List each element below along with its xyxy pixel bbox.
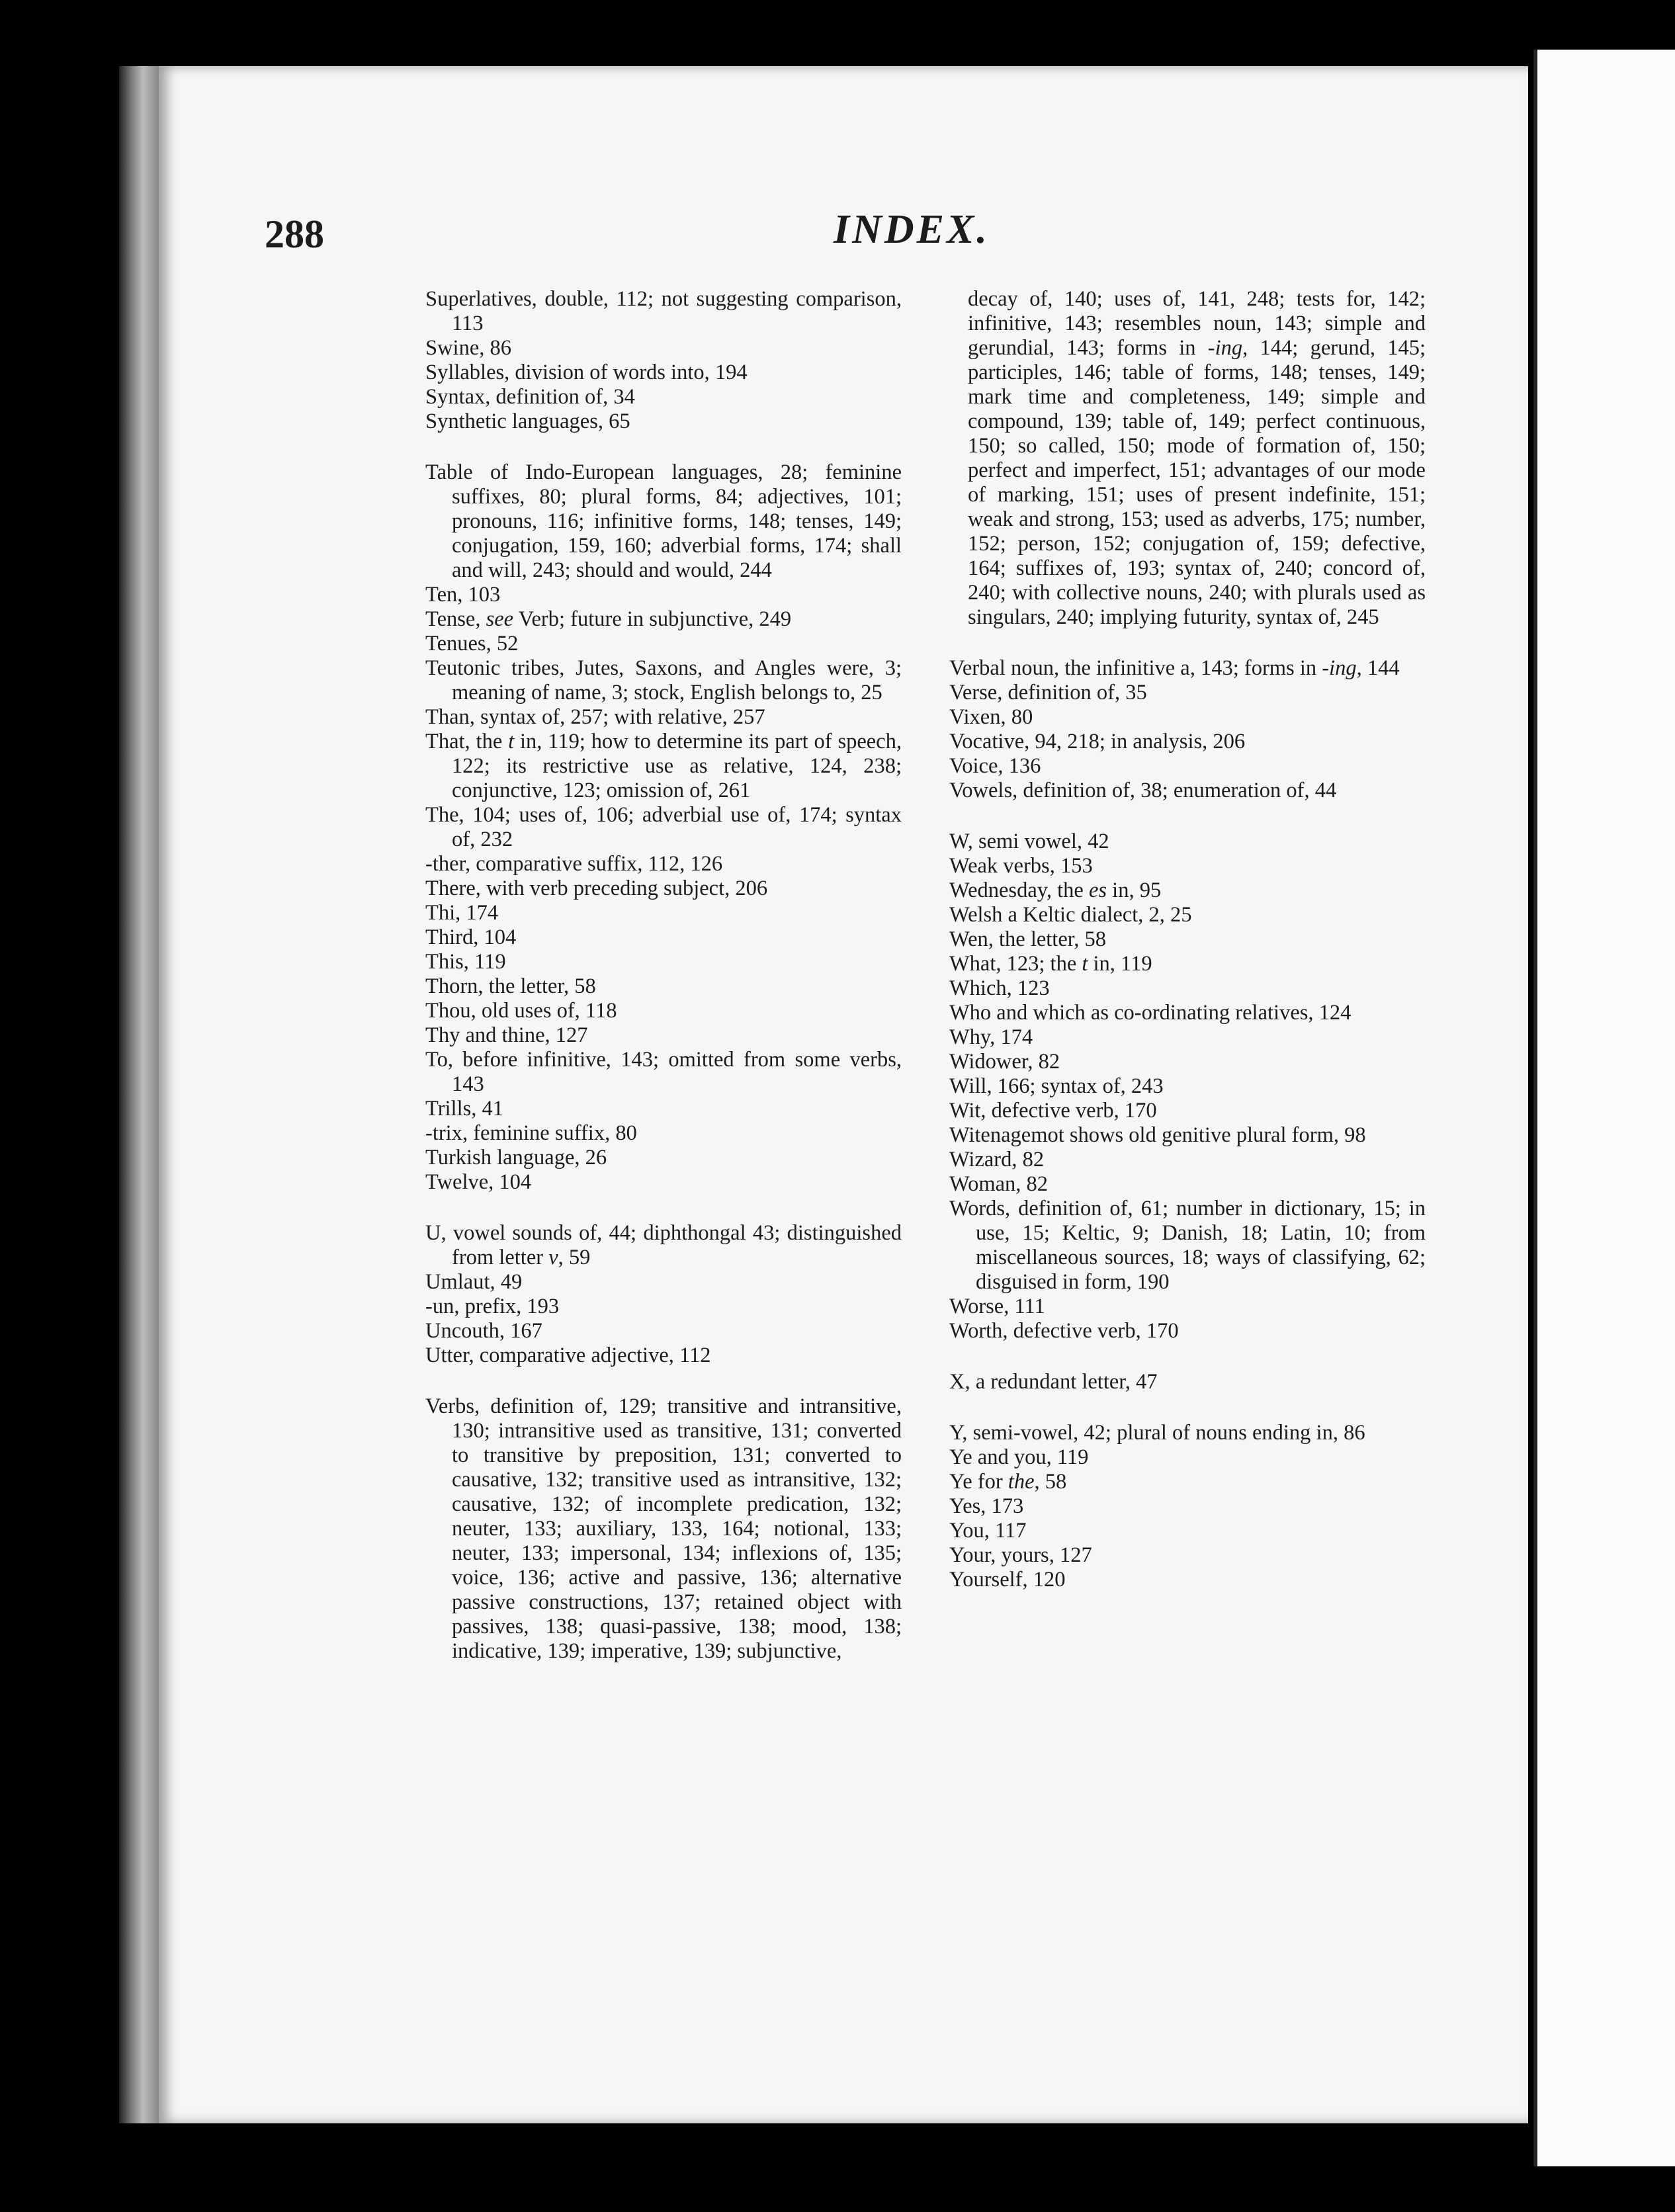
entry-text: W, semi vowel, 42 xyxy=(949,830,1109,853)
index-column-right xyxy=(949,287,1426,1619)
entry-text: Yes, 173 xyxy=(949,1494,1024,1518)
entry-text: Thy and thine, 127 xyxy=(425,1023,588,1047)
page-gutter xyxy=(1533,50,1537,2166)
index-entry xyxy=(949,903,1426,927)
entry-text: , 144 xyxy=(1356,656,1400,680)
entry-text: Turkish language, 26 xyxy=(425,1146,607,1170)
index-entry xyxy=(425,950,902,974)
index-entry xyxy=(949,1494,1426,1519)
entry-text: in, 119; how to determine its part of speech, 122; its restrictive use as relative, 124, 238; conjunctive, 123; omission of, 261 xyxy=(452,730,902,802)
entry-text: Verbal noun, the infinitive a, 143; forms in xyxy=(949,656,1322,680)
entry-text: Wednesday, the xyxy=(949,878,1089,902)
index-entry xyxy=(949,830,1426,854)
entry-text: Umlaut, 49 xyxy=(425,1270,523,1294)
entry-text: Verse, definition of, 35 xyxy=(949,681,1147,704)
entry-text: Teutonic tribes, Jutes, Saxons, and Angles were, 3; meaning of name, 3; stock, English belongs to, 25 xyxy=(425,656,902,704)
entry-text: Ye for xyxy=(949,1470,1008,1494)
entry-text: Syntax, definition of, 34 xyxy=(425,385,635,409)
entry-italic: -ing xyxy=(1322,656,1357,680)
entry-italic: see xyxy=(486,607,514,631)
entry-text: Woman, 82 xyxy=(949,1172,1049,1196)
entry-text: Twelve, 104 xyxy=(425,1170,532,1194)
entry-text: Than, syntax of, 257; with relative, 257 xyxy=(425,705,765,729)
index-entry xyxy=(949,681,1426,705)
index-entry xyxy=(425,656,902,705)
index-entry xyxy=(425,852,902,876)
index-entry xyxy=(949,1470,1426,1494)
entry-text: in, 119 xyxy=(1088,952,1152,976)
index-entry xyxy=(425,460,902,583)
entry-text: This, 119 xyxy=(425,950,506,974)
index-entry xyxy=(425,607,902,632)
index-entry xyxy=(949,1123,1426,1148)
index-group xyxy=(425,287,902,434)
entry-text: -trix, feminine suffix, 80 xyxy=(425,1121,637,1145)
index-entry xyxy=(949,952,1426,976)
index-entry xyxy=(425,287,902,336)
entry-text: Swine, 86 xyxy=(425,336,511,360)
entry-text: Verb; future in subjunctive, 249 xyxy=(513,607,792,631)
entry-text: Y, semi-vowel, 42; plural of nouns ending in, 86 xyxy=(949,1421,1365,1445)
entry-text: Worse, 111 xyxy=(949,1295,1045,1318)
entry-text: Table of Indo-European languages, 28; feminine suffixes, 80; plural forms, 84; adjectives, 101; pronouns, 116; infinitive forms, 148; tenses, 149; conjugation, 159, 160; adverbial forms, 174; shall and will, 243; should and would, 244 xyxy=(425,460,902,582)
entry-text: That, the xyxy=(425,730,509,753)
index-entry xyxy=(425,1221,902,1270)
entry-text: X, a redundant letter, 47 xyxy=(949,1370,1158,1394)
index-entry xyxy=(425,803,902,852)
index-entry xyxy=(425,1097,902,1121)
entry-text: What, 123; the xyxy=(949,952,1082,976)
entry-italic: t xyxy=(1082,952,1088,976)
page-title: INDEX. xyxy=(834,207,990,252)
index-entry xyxy=(425,1048,902,1097)
entry-text: U, vowel sounds of, 44; diphthongal 43; distinguished from letter xyxy=(425,1221,902,1269)
index-entry xyxy=(949,1543,1426,1568)
index-entry xyxy=(949,705,1426,730)
entry-text: Trills, 41 xyxy=(425,1097,504,1121)
index-entry xyxy=(949,730,1426,754)
index-entry xyxy=(949,878,1426,903)
entry-text: -un, prefix, 193 xyxy=(425,1295,560,1318)
entry-text: Widower, 82 xyxy=(949,1050,1060,1074)
index-entry xyxy=(949,1001,1426,1025)
index-entry xyxy=(425,1023,902,1048)
index-entry xyxy=(425,632,902,656)
index-entry xyxy=(425,1270,902,1295)
entry-text: Vixen, 80 xyxy=(949,705,1033,729)
index-entry xyxy=(425,409,902,434)
entry-text: The, 104; uses of, 106; adverbial use of, 174; syntax of, 232 xyxy=(425,803,902,851)
index-entry xyxy=(425,385,902,409)
book-spine-edge xyxy=(119,66,159,2123)
entry-text: in, 95 xyxy=(1107,878,1162,902)
facing-page-edge xyxy=(1533,50,1675,2166)
index-entry xyxy=(425,1394,902,1664)
index-entry xyxy=(949,1421,1426,1445)
index-entry xyxy=(425,974,902,999)
index-entry xyxy=(949,779,1426,803)
index-entry xyxy=(425,336,902,361)
index-entry xyxy=(949,1099,1426,1123)
entry-text: There, with verb preceding subject, 206 xyxy=(425,876,768,900)
entry-italic: the xyxy=(1008,1470,1035,1494)
entry-text: Synthetic languages, 65 xyxy=(425,409,630,433)
index-group xyxy=(949,287,1426,630)
index-entry xyxy=(425,1146,902,1170)
index-column-left xyxy=(425,287,902,1690)
entry-text: Wit, defective verb, 170 xyxy=(949,1099,1157,1123)
index-group xyxy=(425,1394,902,1664)
index-group xyxy=(425,1221,902,1368)
entry-text: Tense, xyxy=(425,607,486,631)
index-entry xyxy=(425,901,902,925)
index-entry xyxy=(425,925,902,950)
entry-text: Worth, defective verb, 170 xyxy=(949,1319,1179,1343)
index-group xyxy=(425,460,902,1195)
index-entry xyxy=(425,1319,902,1343)
index-entry xyxy=(949,976,1426,1001)
entry-text: Why, 174 xyxy=(949,1025,1033,1049)
entry-italic: es xyxy=(1088,878,1107,902)
index-entry xyxy=(949,1568,1426,1592)
entry-text: Which, 123 xyxy=(949,976,1050,1000)
index-entry xyxy=(949,1172,1426,1197)
index-entry xyxy=(425,583,902,607)
entry-text: Tenues, 52 xyxy=(425,632,519,656)
entry-text: To, before infinitive, 143; omitted from some verbs, 143 xyxy=(425,1048,902,1096)
entry-text-tail: , 144; gerund, 145; participles, 146; table of forms, 148; tenses, 149; mark time and completeness, 149; simple and compound, 139; table of, 149; perfect continuous, 150; so called, 150; mode of formation of, 150; perfect and imperfect, 151; advantages of our mode of marking, 151; uses of present indefinite, 151; weak and strong, 153; used as adverbs, 175; number, 152; person, 152; conjugation of, 159; defective, 164; suffixes of, 193; syntax of, 240; concord of, 240; with collective nouns, 240; with plurals used as singulars, 240; implying futurity, syntax of, 245 xyxy=(968,336,1426,629)
entry-italic: v xyxy=(548,1246,558,1269)
entry-italic: -ing xyxy=(1207,336,1243,360)
index-entry xyxy=(425,1295,902,1319)
index-entry xyxy=(949,1050,1426,1074)
index-entry xyxy=(949,854,1426,878)
entry-text: Yourself, 120 xyxy=(949,1568,1066,1592)
index-group xyxy=(949,656,1426,803)
index-entry xyxy=(949,1074,1426,1099)
entry-text: Uncouth, 167 xyxy=(425,1319,542,1343)
index-entry xyxy=(949,1519,1426,1543)
entry-text: Weak verbs, 153 xyxy=(949,854,1093,878)
entry-text: You, 117 xyxy=(949,1519,1027,1543)
index-entry xyxy=(425,361,902,385)
entry-text: Thorn, the letter, 58 xyxy=(425,974,596,998)
entry-text: Utter, comparative adjective, 112 xyxy=(425,1343,711,1367)
index-entry xyxy=(949,656,1426,681)
index-entry xyxy=(949,1445,1426,1470)
index-entry xyxy=(949,1295,1426,1319)
entry-text: Voice, 136 xyxy=(949,754,1041,778)
entry-text: Wen, the letter, 58 xyxy=(949,927,1107,951)
entry-text: Who and which as co-ordinating relatives, 124 xyxy=(949,1001,1352,1025)
entry-text: Superlatives, double, 112; not suggesting comparison, 113 xyxy=(425,287,902,335)
index-entry-continuation xyxy=(949,287,1426,630)
entry-text: Verbs, definition of, 129; transitive and intransitive, 130; intransitive used as transitive, 131; converted to transitive by preposition, 131; converted to causative, 132; transitive used as intransitive, 132; causative, 132; of incomplete predication, 132; neuter, 133; auxiliary, 133, 164; notional, 133; neuter, 133; impersonal, 134; inflexions of, 135; voice, 136; active and passive, 136; alternative passive constructions, 137; retained object with passives, 138; quasi-passive, 138; mood, 138; indicative, 139; imperative, 139; subjunctive, xyxy=(425,1394,902,1663)
entry-text: Syllables, division of words into, 194 xyxy=(425,361,748,384)
index-group xyxy=(949,1421,1426,1592)
index-entry xyxy=(949,1025,1426,1050)
index-entry xyxy=(425,705,902,730)
entry-text: Wizard, 82 xyxy=(949,1148,1045,1171)
index-entry xyxy=(425,999,902,1023)
index-entry xyxy=(949,1370,1426,1394)
entry-text: Your, yours, 127 xyxy=(949,1543,1092,1567)
index-entry xyxy=(949,1319,1426,1343)
entry-text: Ten, 103 xyxy=(425,583,501,607)
entry-text: -ther, comparative suffix, 112, 126 xyxy=(425,852,723,876)
index-entry xyxy=(425,730,902,803)
entry-text: Vocative, 94, 218; in analysis, 206 xyxy=(949,730,1246,753)
entry-text: Third, 104 xyxy=(425,925,517,949)
index-entry xyxy=(949,754,1426,779)
index-group xyxy=(949,1370,1426,1394)
entry-italic: t xyxy=(508,730,515,753)
index-entry xyxy=(949,1148,1426,1172)
index-group xyxy=(949,830,1426,1343)
index-entry xyxy=(425,1121,902,1146)
entry-text: Witenagemot shows old genitive plural form, 98 xyxy=(949,1123,1366,1147)
entry-text: Thou, old uses of, 118 xyxy=(425,999,617,1023)
index-entry xyxy=(425,1343,902,1368)
entry-text: Welsh a Keltic dialect, 2, 25 xyxy=(949,903,1192,927)
entry-text: Thi, 174 xyxy=(425,901,499,925)
page-number: 288 xyxy=(265,212,324,256)
entry-text: , 58 xyxy=(1034,1470,1067,1494)
entry-text: Vowels, definition of, 38; enumeration of, 44 xyxy=(949,779,1337,802)
entry-text: Will, 166; syntax of, 243 xyxy=(949,1074,1164,1098)
entry-text: Words, definition of, 61; number in dictionary, 15; in use, 15; Keltic, 9; Danish, 18; Latin, 10; from miscellaneous sources, 18; ways of classifying, 62; disguised in form, 190 xyxy=(949,1197,1426,1294)
index-entry xyxy=(425,1170,902,1195)
index-entry xyxy=(949,927,1426,952)
entry-text: , 59 xyxy=(558,1246,591,1269)
entry-text: decay of, 140; uses of, 141, 248; tests for, 142; infinitive, 143; resembles noun, 143; simple and gerundial, 143; forms in xyxy=(968,287,1426,360)
entry-text: Ye and you, 119 xyxy=(949,1445,1089,1469)
index-entry xyxy=(949,1197,1426,1295)
index-entry xyxy=(425,876,902,901)
